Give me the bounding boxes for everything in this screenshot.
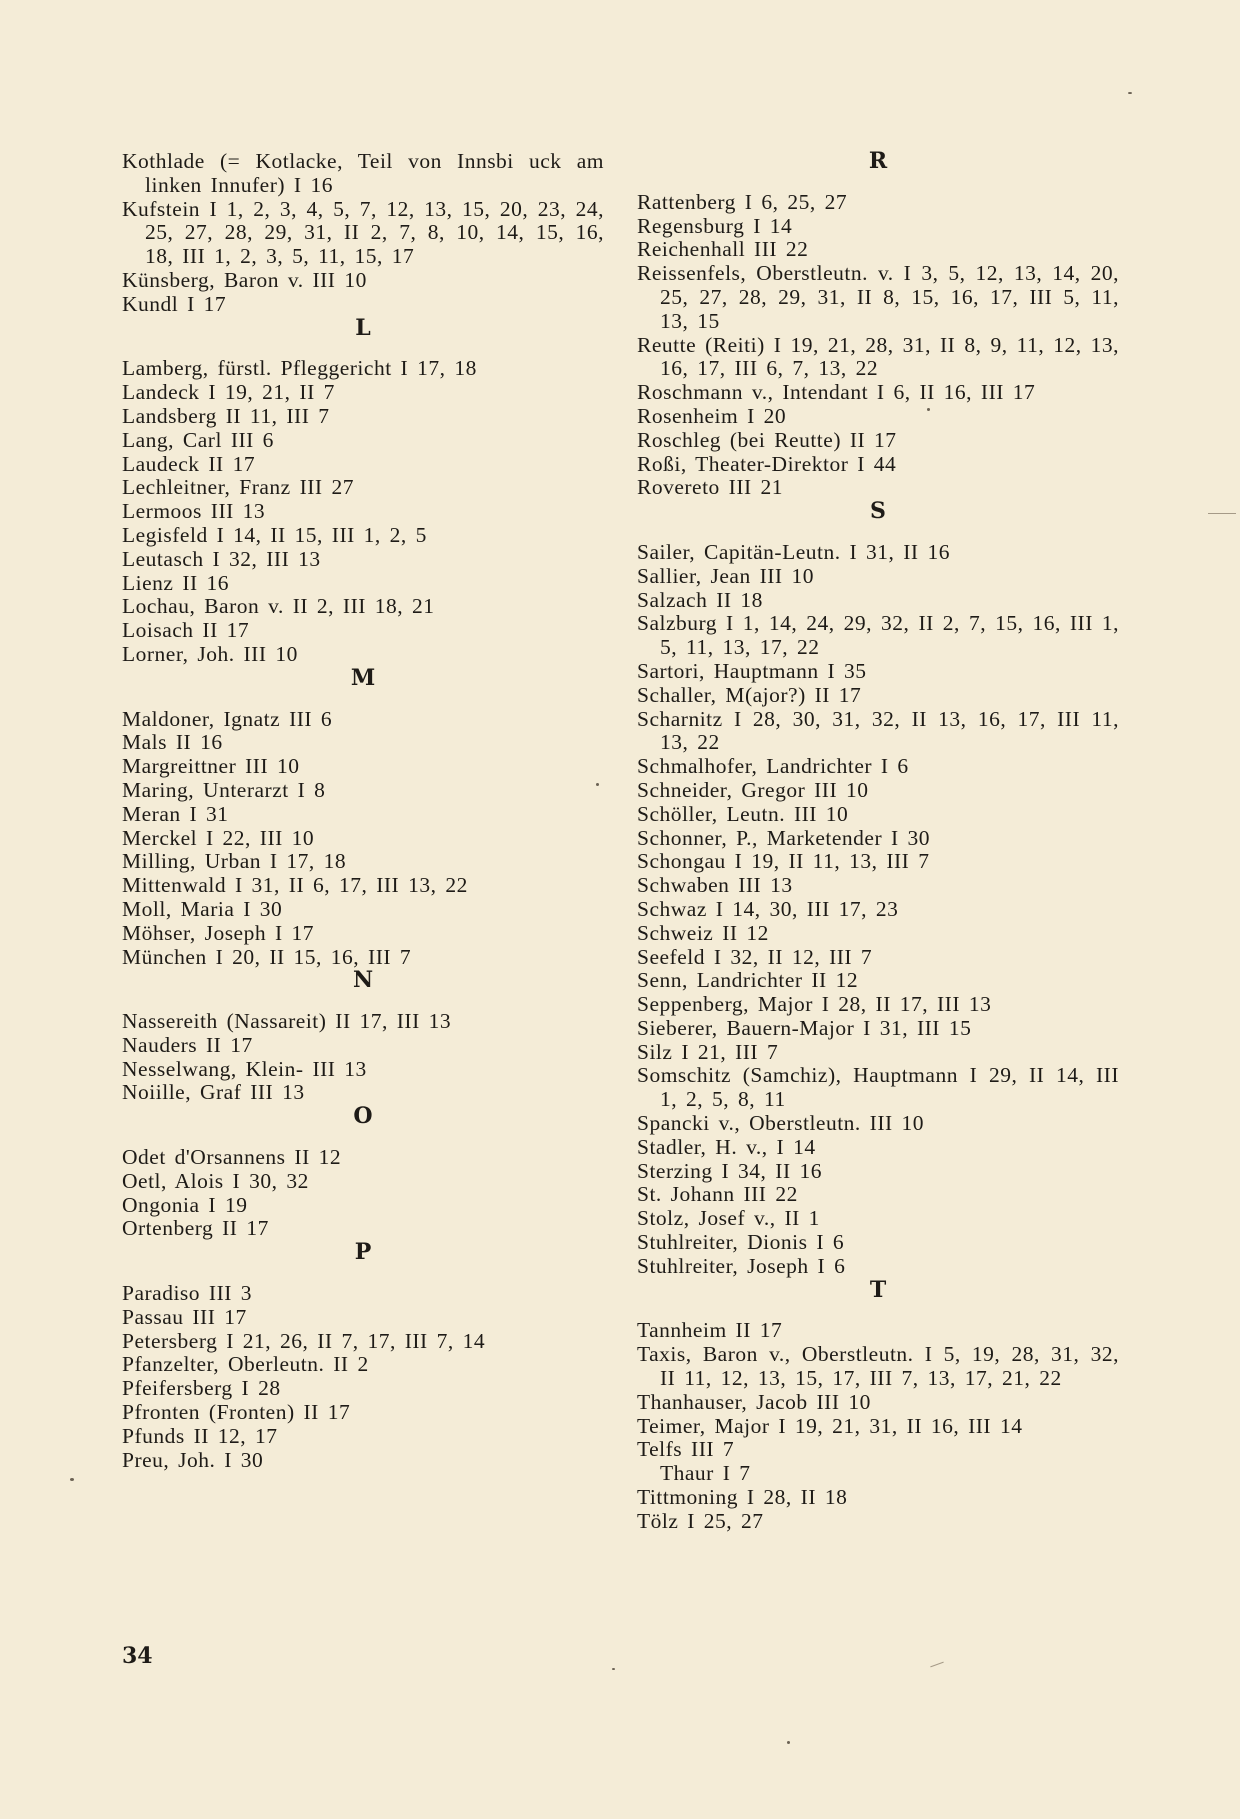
index-entry: Lechleitner, Franz III 27 <box>122 475 354 500</box>
index-entry: Somschitz (Samchiz), Hauptmann I 29, II 14, III 1, 2, 5, 8, 11 <box>637 1063 1119 1112</box>
index-entry: Möhser, Joseph I 17 <box>122 920 315 945</box>
index-entry: Stadler, H. v., I 14 <box>637 1134 816 1159</box>
index-entry: Senn, Landrichter II 12 <box>637 968 859 993</box>
index-entry: Schmalhofer, Landrichter I 6 <box>637 754 909 779</box>
index-entry: Landeck I 19, 21, II 7 <box>122 380 335 405</box>
section-letter-heading: P <box>354 1239 372 1266</box>
index-entry: Thaur I 7 <box>660 1461 751 1486</box>
print-speck <box>927 408 930 411</box>
print-speck <box>612 1668 615 1670</box>
page-number: 34 <box>122 1643 153 1669</box>
index-entry: Sterzing I 34, II 16 <box>637 1158 823 1183</box>
index-entry: Pfanzelter, Oberleutn. II 2 <box>122 1352 369 1377</box>
index-entry: Kufstein I 1, 2, 3, 4, 5, 7, 12, 13, 15, 20, 23, 24, 25, 27, 28, 29, 31, II 2, 7, 8, 10, 14, 15, 16, 18, III 1, 2, 3, 5, 11, 15, 17 <box>122 196 604 269</box>
index-entry: Lochau, Baron v. II 2, III 18, 21 <box>122 594 435 619</box>
index-entry: Moll, Maria I 30 <box>122 896 283 921</box>
index-entry: Sieberer, Bauern-Major I 31, III 15 <box>637 1015 972 1040</box>
index-entry: Merckel I 22, III 10 <box>122 825 315 850</box>
print-speck <box>596 783 599 786</box>
index-entry: Sartori, Hauptmann I 35 <box>637 658 867 683</box>
index-section-p <box>122 1241 604 1472</box>
index-entry: St. Johann III 22 <box>637 1182 798 1207</box>
index-entry: Thanhauser, Jacob III 10 <box>637 1389 871 1414</box>
index-entry: Leutasch I 32, III 13 <box>122 546 321 571</box>
index-entry: Ortenberg II 17 <box>122 1216 269 1241</box>
index-entry: Taxis, Baron v., Oberstleutn. I 5, 19, 28, 31, 32, II 11, 12, 13, 15, 17, III 7, 13, 17, 21, 22 <box>637 1342 1119 1391</box>
index-entry: Maring, Unterarzt I 8 <box>122 777 326 802</box>
index-column-right <box>637 150 1119 1534</box>
index-entry: Ongonia I 19 <box>122 1192 248 1217</box>
section-letter-heading: M <box>350 664 376 691</box>
index-entry: Rovereto III 21 <box>637 475 784 500</box>
index-entry: Roßi, Theater-Direktor I 44 <box>637 451 897 476</box>
index-entry: Teimer, Major I 19, 21, 31, II 16, III 14 <box>637 1413 1023 1438</box>
index-entry: Reissenfels, Oberstleutn. v. I 3, 5, 12, 13, 14, 20, 25, 27, 28, 29, 31, II 8, 15, 16, 17, III 5, 11, 13, 15 <box>637 261 1119 333</box>
index-entry: Pfronten (Fronten) II 17 <box>122 1400 351 1425</box>
index-entry: Schaller, M(ajor?) II 17 <box>637 682 862 707</box>
index-entry: Tölz I 25, 27 <box>637 1508 764 1533</box>
index-entry: Schonner, P., Marketender I 30 <box>637 825 931 850</box>
index-entry: Laudeck II 17 <box>122 451 256 476</box>
margin-mark <box>930 1662 943 1668</box>
index-entry: Künsberg, Baron v. III 10 <box>122 267 367 292</box>
index-entry: Salzburg I 1, 14, 24, 29, 32, II 2, 7, 15, 16, III 1, 5, 11, 13, 17, 22 <box>637 611 1119 660</box>
index-section-r <box>637 150 1119 500</box>
index-section-o <box>122 1105 604 1241</box>
section-letter-heading: L <box>355 314 371 341</box>
index-entry: Noiille, Graf III 13 <box>122 1080 305 1105</box>
index-section-m <box>122 664 604 970</box>
index-entry: Roschmann v., Intendant I 6, II 16, III 17 <box>637 380 1036 405</box>
index-entry: Lamberg, fürstl. Pfleggericht I 17, 18 <box>122 356 477 381</box>
index-column-left <box>122 150 604 1472</box>
index-section-l <box>122 314 604 667</box>
index-entry: Nassereith (Nassareit) II 17, III 13 <box>122 1009 452 1034</box>
section-letter-heading: S <box>870 498 886 525</box>
margin-mark <box>1208 513 1236 514</box>
index-entry: Schwaz I 14, 30, III 17, 23 <box>637 896 899 921</box>
index-entry: Schweiz II 12 <box>637 920 769 945</box>
section-letter-heading: N <box>352 967 374 994</box>
index-entry: Schongau I 19, II 11, 13, III 7 <box>637 849 930 874</box>
index-entry: Seefeld I 32, II 12, III 7 <box>637 944 873 969</box>
index-entry: Schwaben III 13 <box>637 873 793 898</box>
index-entry: Scharnitz I 28, 30, 31, 32, II 13, 16, 17, III 11, 13, 22 <box>637 706 1119 755</box>
index-entry: Rosenheim I 20 <box>637 403 787 428</box>
index-section-s <box>637 500 1119 1279</box>
index-entry: Roschleg (bei Reutte) II 17 <box>637 427 897 452</box>
section-letter-heading: T <box>869 1276 887 1303</box>
index-entry: Meran I 31 <box>122 801 229 826</box>
index-entry: Rattenberg I 6, 25, 27 <box>637 189 848 214</box>
index-entry: Regensburg I 14 <box>637 213 793 238</box>
index-entry: Paradiso III 3 <box>122 1281 253 1306</box>
index-entry: Landsberg II 11, III 7 <box>122 403 330 428</box>
index-entry: Pfeifersberg I 28 <box>122 1376 281 1401</box>
index-entry: Kothlade (= Kotlacke, Teil von Innsbi uck am linken Innufer) I 16 <box>122 149 604 197</box>
index-entry: Silz I 21, III 7 <box>637 1039 779 1064</box>
index-entry: Schöller, Leutn. III 10 <box>637 801 849 826</box>
index-entry: Stuhlreiter, Joseph I 6 <box>637 1253 846 1278</box>
index-entry: Nauders II 17 <box>122 1032 253 1057</box>
index-entry: Kundl I 17 <box>122 291 227 316</box>
index-entry: Seppenberg, Major I 28, II 17, III 13 <box>637 992 992 1017</box>
index-entry: Preu, Joh. I 30 <box>122 1447 264 1472</box>
print-speck <box>1128 92 1132 94</box>
index-entry: Salzach II 18 <box>637 587 763 612</box>
index-entry: Odet d'Orsannens II 12 <box>122 1145 342 1170</box>
index-entry: Nesselwang, Klein- III 13 <box>122 1056 367 1081</box>
index-entry: Lermoos III 13 <box>122 499 266 524</box>
index-entry: Lienz II 16 <box>122 570 230 595</box>
index-entry: Mittenwald I 31, II 6, 17, III 13, 22 <box>122 873 468 898</box>
index-entry: Telfs III 7 <box>637 1437 735 1462</box>
index-entry: Spancki v., Oberstleutn. III 10 <box>637 1111 925 1136</box>
section-letter-heading: O <box>353 1103 373 1130</box>
index-entry: Milling, Urban I 17, 18 <box>122 849 347 874</box>
index-entry: Reichenhall III 22 <box>637 237 809 262</box>
index-entry: Oetl, Alois I 30, 32 <box>122 1168 309 1193</box>
print-speck <box>787 1741 790 1744</box>
index-section-k-continued <box>122 150 604 317</box>
index-entry: Tannheim II 17 <box>637 1318 783 1343</box>
index-entry: Reutte (Reiti) I 19, 21, 28, 31, II 8, 9, 11, 12, 13, 16, 17, III 6, 7, 13, 22 <box>637 332 1119 381</box>
index-entry: Margreittner III 10 <box>122 754 300 779</box>
index-entry: Mals II 16 <box>122 730 223 755</box>
index-entry: Passau III 17 <box>122 1304 247 1329</box>
index-entry: Loisach II 17 <box>122 618 250 643</box>
index-entry: Lorner, Joh. III 10 <box>122 641 298 666</box>
index-entry: Pfunds II 12, 17 <box>122 1423 278 1448</box>
print-speck <box>70 1478 74 1481</box>
index-entry: Sailer, Capitän-Leutn. I 31, II 16 <box>637 539 950 564</box>
index-entry: Sallier, Jean III 10 <box>637 563 814 588</box>
index-entry: Legisfeld I 14, II 15, III 1, 2, 5 <box>122 522 427 547</box>
section-letter-heading: R <box>868 148 888 174</box>
index-entry: München I 20, II 15, 16, III 7 <box>122 944 412 969</box>
index-entry: Stuhlreiter, Dionis I 6 <box>637 1230 845 1255</box>
index-entry: Petersberg I 21, 26, II 7, 17, III 7, 14 <box>122 1328 486 1353</box>
index-entry: Tittmoning I 28, II 18 <box>637 1485 848 1510</box>
index-entry: Schneider, Gregor III 10 <box>637 777 869 802</box>
index-section-t <box>637 1276 1119 1534</box>
index-entry: Lang, Carl III 6 <box>122 427 274 452</box>
index-section-n <box>122 969 604 1105</box>
index-entry: Maldoner, Ignatz III 6 <box>122 706 333 731</box>
index-entry: Stolz, Josef v., II 1 <box>637 1206 820 1231</box>
